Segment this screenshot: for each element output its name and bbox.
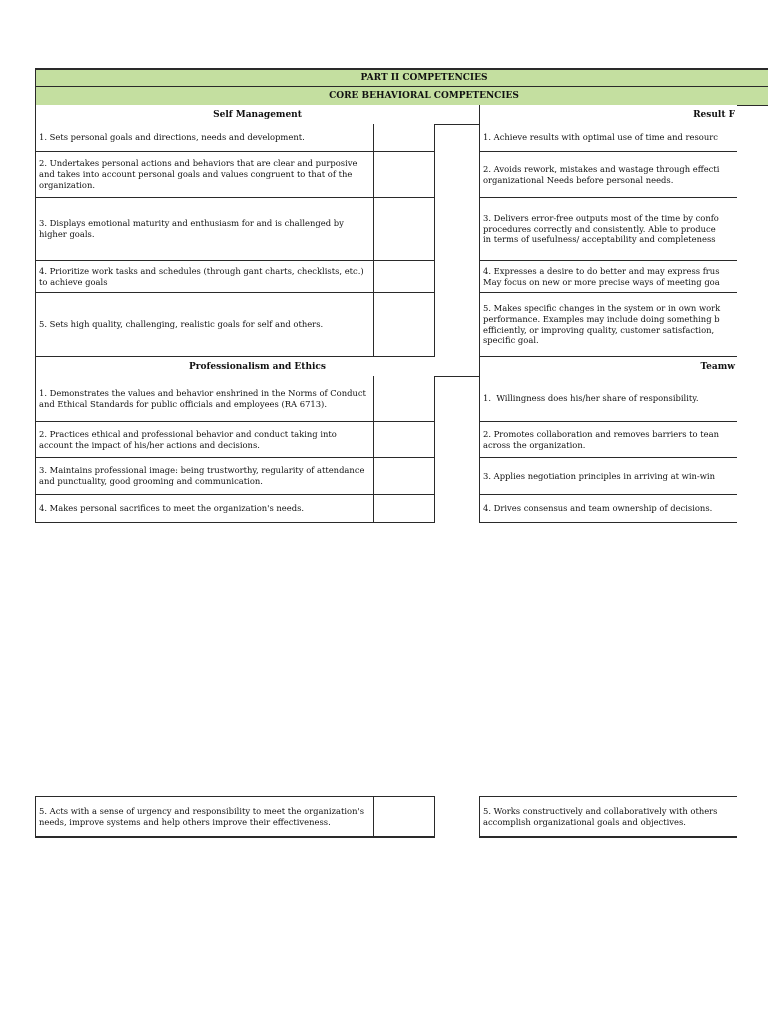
result-focus-item-4: 4. Expresses a desire to do better and may express frus May focus on new or more precise ways of meeting goa [479, 261, 737, 293]
result-focus-item-5: 5. Makes specific changes in the system or in own work performance. Examples may include doing something b efficiently, or improving quality, customer satisfaction, specific goal. [479, 293, 737, 357]
self-management-item-5: 5. Sets high quality, challenging, realistic goals for self and others. [35, 293, 373, 357]
section-header-professionalism [35, 357, 479, 377]
teamwork-item-5: 5. Works constructively and collaboratively with others accomplish organizational goals and objectives. [479, 796, 737, 838]
section-title: Professionalism and Ethics [189, 361, 326, 372]
result-focus-item-1: 1. Achieve results with optimal use of time and resourc [479, 124, 737, 152]
rating-box[interactable] [373, 458, 435, 495]
rating-box[interactable] [373, 152, 435, 198]
teamwork-item-3: 3. Applies negotiation principles in arriving at win-win [479, 458, 737, 495]
rating-box[interactable] [373, 261, 435, 293]
section-header-self-management [35, 105, 479, 125]
section-title: Result F [693, 109, 735, 120]
teamwork-item-2: 2. Promotes collaboration and removes barriers to tean across the organization. [479, 422, 737, 458]
rating-box[interactable] [373, 293, 435, 357]
rating-box[interactable] [373, 376, 435, 422]
subtitle-band [35, 86, 768, 106]
part-title: PART II COMPETENCIES [360, 73, 488, 83]
core-competencies-title: CORE BEHAVIORAL COMPETENCIES [329, 91, 519, 101]
rating-box[interactable] [373, 124, 435, 152]
section-header-teamwork [479, 357, 737, 377]
rating-box[interactable] [373, 198, 435, 261]
professionalism-item-1: 1. Demonstrates the values and behavior enshrined in the Norms of Conduct and Ethical Standards for public officials and employees (RA 6713). [35, 376, 373, 422]
section-title: Teamw [700, 361, 735, 372]
result-focus-item-3: 3. Delivers error-free outputs most of the time by confo procedures correctly and consistently. Able to produce in terms of usefulness/ acceptability and completeness [479, 198, 737, 261]
rating-box[interactable] [373, 422, 435, 458]
part-title-band [35, 68, 768, 87]
section-title: Self Management [213, 109, 302, 120]
professionalism-item-2: 2. Practices ethical and professional behavior and conduct taking into account the impact of his/her actions and decisions. [35, 422, 373, 458]
professionalism-item-3: 3. Maintains professional image: being trustworthy, regularity of attendance and punctuality, good grooming and communication. [35, 458, 373, 495]
self-management-item-2: 2. Undertakes personal actions and behaviors that are clear and purposive and takes into account personal goals and values congruent to that of the organization. [35, 152, 373, 198]
rating-box[interactable] [373, 495, 435, 523]
professionalism-item-4: 4. Makes personal sacrifices to meet the organization's needs. [35, 495, 373, 523]
result-focus-item-2: 2. Avoids rework, mistakes and wastage through effecti organizational Needs before personal needs. [479, 152, 737, 198]
teamwork-item-4: 4. Drives consensus and team ownership of decisions. [479, 495, 737, 523]
self-management-item-1: 1. Sets personal goals and directions, needs and development. [35, 124, 373, 152]
teamwork-item-1: 1. Willingness does his/her share of responsibility. [479, 376, 737, 422]
professionalism-item-5: 5. Acts with a sense of urgency and responsibility to meet the organization's needs, improve systems and help others improve their effectiveness. [35, 796, 373, 838]
self-management-item-4: 4. Prioritize work tasks and schedules (through gant charts, checklists, etc.) to achieve goals [35, 261, 373, 293]
self-management-item-3: 3. Displays emotional maturity and enthusiasm for and is challenged by higher goals. [35, 198, 373, 261]
section-header-result-focus [479, 105, 737, 125]
rating-box[interactable] [373, 796, 435, 838]
